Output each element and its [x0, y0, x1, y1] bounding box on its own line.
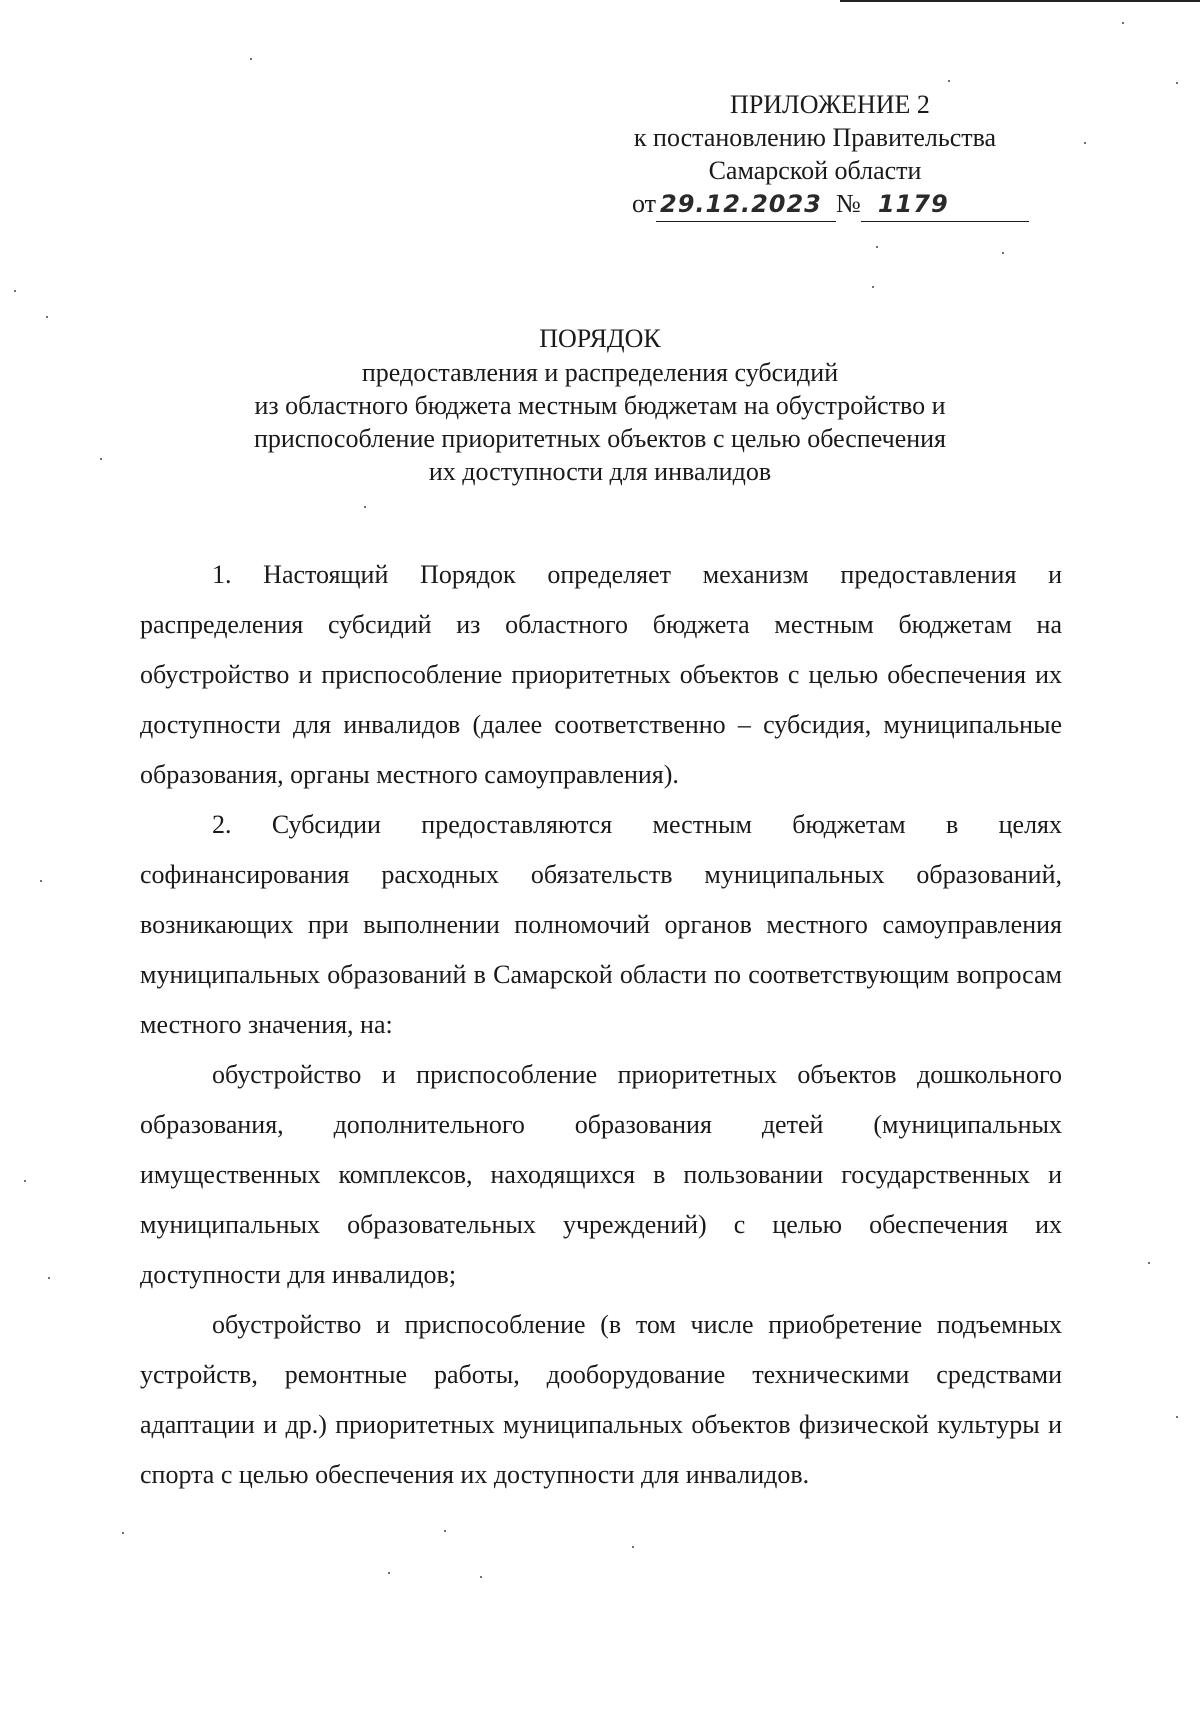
subtitle-line: приспособление приоритетных объектов с целью обеспечения	[253, 424, 947, 453]
scan-speck	[480, 1576, 482, 1578]
scan-artifact-line	[840, 0, 1200, 2]
subtitle-line: предоставления и распределения субсидий	[361, 358, 839, 387]
appendix-line-2: Самарской области	[708, 156, 922, 185]
appendix-header	[600, 88, 1030, 187]
handwritten-date: 29.12.2023	[660, 190, 822, 218]
scan-speck	[1002, 252, 1004, 254]
appendix-title: ПРИЛОЖЕНИЕ 2	[730, 90, 930, 119]
body-paragraph-1: 1. Настоящий Порядок определяет механизм предоставления и распределения субсидий из областного бюджета местным бюджетам на обустройство и приспособление приоритетных объектов с целью обеспечения их доступности для инвалидов (далее соответственно – субсидия, муниципальные образования, органы местного самоуправления).	[140, 560, 1062, 789]
document-subtitle	[200, 356, 1000, 488]
appendix-line-1: к постановлению Правительства	[633, 123, 997, 152]
body-paragraph-2: 2. Субсидии предоставляются местным бюджетам в целях софинансирования расходных обязательств муниципальных образований, возникающих при выполнении полномочий органов местного самоуправления муниципальных образований в Самарской области по соответствующим вопросам местного значения, на:	[140, 810, 1062, 1039]
scan-speck	[1148, 1262, 1150, 1264]
scan-speck	[122, 1532, 124, 1534]
scan-speck	[40, 880, 42, 882]
scan-speck	[1122, 22, 1124, 24]
subtitle-line: из областного бюджета местным бюджетам на обустройство и	[254, 391, 946, 420]
scan-speck	[632, 1546, 634, 1548]
handwritten-number: 1179	[877, 190, 949, 218]
subtitle-line: их доступности для инвалидов	[428, 457, 772, 486]
scan-speck	[1176, 82, 1178, 84]
document-body	[140, 550, 1062, 1500]
scan-speck	[100, 458, 102, 460]
scan-speck	[444, 1530, 446, 1532]
appendix-date-number-line	[632, 187, 1029, 222]
scan-speck	[24, 1180, 26, 1182]
scan-speck	[14, 290, 16, 292]
body-paragraph-3: обустройство и приспособление приоритетных объектов дошкольного образования, дополнительного образования детей (муниципальных имущественных комплексов, находящихся в пользовании государственных и муниципальных образовательных учреждений) с целью обеспечения их доступности для инвалидов;	[140, 1060, 1062, 1289]
scan-speck	[364, 506, 366, 508]
date-prefix: от	[632, 189, 657, 218]
scan-speck	[388, 1572, 390, 1574]
scan-speck	[948, 80, 950, 82]
number-prefix: №	[836, 189, 861, 218]
scan-speck	[1176, 1416, 1178, 1418]
body-paragraph-4: обустройство и приспособление (в том числе приобретение подъемных устройств, ремонтные работы, дооборудование техническими средствами адаптации и др.) приоритетных муниципальных объектов физической культуры и спорта с целью обеспечения их доступности для инвалидов.	[140, 1310, 1062, 1489]
scan-speck	[48, 1277, 50, 1279]
scan-speck	[1084, 142, 1086, 144]
scan-speck	[46, 316, 48, 318]
document-title: ПОРЯДОК	[539, 324, 661, 353]
scan-speck	[876, 246, 878, 248]
scan-speck	[250, 58, 252, 60]
scan-speck	[872, 286, 874, 288]
